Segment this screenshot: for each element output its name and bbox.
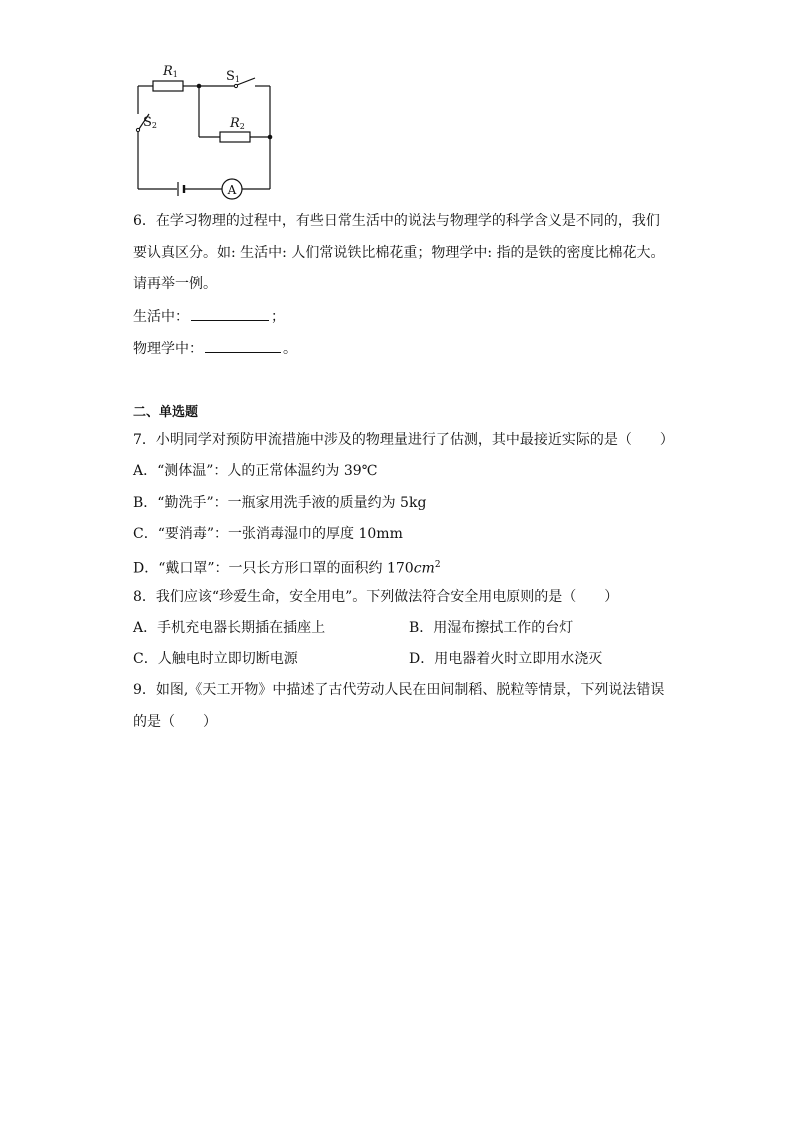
svg-text:R2 bbox=[229, 116, 245, 131]
q7-option-b[interactable]: B．“勤洗手”：一瓶家用洗手液的质量约为 5kg bbox=[133, 495, 427, 511]
q6-line1: 6．在学习物理的过程中，有些日常生活中的说法与物理学的科学含义是不同的，我们 bbox=[133, 213, 660, 229]
q7-option-a[interactable]: A．“测体温”：人的正常体温约为 39℃ bbox=[133, 463, 378, 479]
svg-text:S1 bbox=[226, 69, 240, 84]
q6-physics-row bbox=[133, 338, 297, 359]
s2-sub: 2 bbox=[151, 121, 157, 130]
q8-option-b[interactable]: B．用湿布擦拭工作的台灯 bbox=[409, 620, 574, 636]
svg-text:S2 bbox=[143, 115, 157, 130]
q6-line2: 要认真区分。如: 生活中: 人们常说铁比棉花重；物理学中: 指的是铁的密度比棉花大。 bbox=[133, 245, 665, 261]
s2-letter: S bbox=[143, 115, 152, 130]
q6-physics-end: 。 bbox=[283, 341, 297, 357]
circuit-diagram bbox=[0, 0, 794, 200]
q7-stem: 7．小明同学对预防甲流措施中涉及的物理量进行了估测，其中最接近实际的是（ ） bbox=[133, 432, 674, 448]
q6-daily-blank[interactable] bbox=[191, 306, 269, 321]
resistor-r2 bbox=[220, 132, 250, 142]
s1-sub: 1 bbox=[234, 75, 240, 84]
q6-physics-blank[interactable] bbox=[205, 338, 281, 353]
q6-physics-label: 物理学中： bbox=[133, 341, 203, 357]
r1-letter: R bbox=[163, 64, 173, 79]
r2-letter: R bbox=[230, 116, 240, 131]
junction-right bbox=[268, 135, 273, 140]
q9-line1: 9．如图,《天工开物》中描述了古代劳动人民在田间制稻、脱粒等情景，下列说法错误 bbox=[133, 682, 665, 698]
switch-s2-contact bbox=[136, 128, 139, 131]
svg-text:R1 bbox=[162, 64, 178, 79]
q6-daily-end: ； bbox=[271, 309, 285, 325]
q8-option-a[interactable]: A．手机充电器长期插在插座上 bbox=[133, 620, 326, 636]
q6-daily-row bbox=[133, 306, 285, 327]
r2-sub: 2 bbox=[239, 122, 245, 131]
q8-stem: 8．我们应该“珍爱生命，安全用电”。下列做法符合安全用电原则的是（ ） bbox=[133, 589, 619, 605]
q7-option-d-text: D．“戴口罩”：一只长方形口罩的面积约 170 bbox=[133, 560, 414, 577]
switch-s1-contact bbox=[234, 84, 237, 87]
section-title: 二、单选题 bbox=[133, 405, 199, 420]
q8-option-d[interactable]: D．用电器着火时立即用水浇灭 bbox=[409, 651, 603, 667]
q6-daily-label: 生活中： bbox=[133, 309, 189, 325]
q9-line2: 的是（ ） bbox=[133, 714, 217, 730]
q7-option-d-exp: 2 bbox=[434, 560, 441, 570]
q7-option-c[interactable]: C．“要消毒”：一张消毒湿巾的厚度 10mm bbox=[133, 526, 403, 542]
junction-top bbox=[197, 84, 202, 89]
q7-option-d-unit: cm bbox=[413, 560, 435, 577]
resistor-r1 bbox=[153, 81, 183, 91]
ammeter-label: A bbox=[227, 183, 237, 197]
q8-row1 bbox=[133, 618, 325, 638]
r1-sub: 1 bbox=[172, 70, 178, 79]
q7-option-d[interactable] bbox=[133, 555, 441, 579]
q6-line3: 请再举一例。 bbox=[133, 276, 217, 292]
s1-letter: S bbox=[226, 69, 235, 84]
q8-option-c[interactable]: C．人触电时立即切断电源 bbox=[133, 651, 298, 667]
